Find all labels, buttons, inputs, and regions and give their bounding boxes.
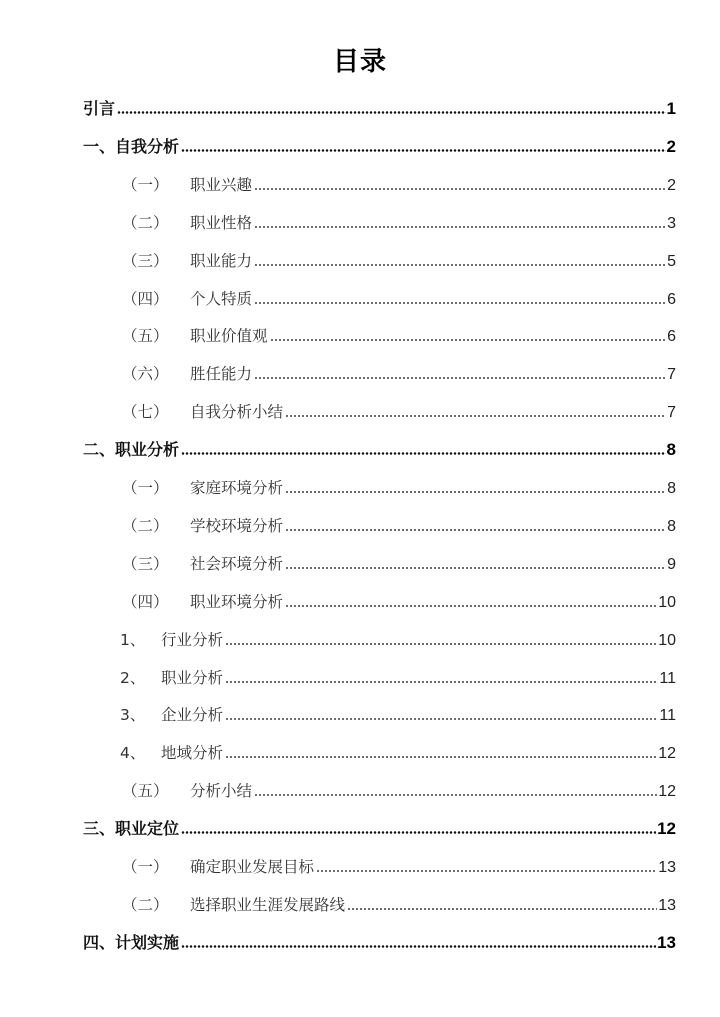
- dot-leader: [254, 188, 666, 190]
- toc-entry-page-number: 7: [667, 404, 676, 422]
- dot-leader: [181, 945, 656, 948]
- toc-entry-title: 自我分析小结: [190, 403, 284, 422]
- toc-entry-page-number: 13: [658, 896, 676, 914]
- toc-entry[interactable]: [122, 877, 676, 915]
- dot-leader: [270, 339, 667, 341]
- toc-entry-page-number: 1: [666, 99, 676, 118]
- toc-entry[interactable]: [122, 839, 676, 877]
- dot-leader: [117, 111, 666, 114]
- dot-leader: [225, 718, 658, 720]
- toc-entry-title: 职业环境分析: [190, 592, 284, 611]
- toc-entry-page-number: 7: [667, 366, 676, 384]
- toc-entry-number: （六）: [122, 365, 169, 384]
- toc-entry-number: （三）: [122, 554, 169, 573]
- toc-entry-page-number: 12: [658, 745, 676, 763]
- toc-entry-title: 职业分析: [161, 668, 224, 687]
- toc-entry[interactable]: [122, 574, 676, 612]
- toc-entry-number: （二）: [122, 895, 169, 914]
- toc-entry-title: 确定职业发展目标: [190, 858, 315, 876]
- toc-entry[interactable]: [120, 650, 676, 688]
- toc-entry-number: （五）: [122, 782, 169, 801]
- toc-entry[interactable]: [83, 801, 676, 839]
- toc-entry-title: 职业性格: [190, 213, 253, 232]
- toc-entry-title: 个人特质: [190, 289, 253, 308]
- dot-leader: [316, 870, 657, 872]
- toc-entry-title: 二、职业分析: [83, 440, 180, 460]
- toc-entry-page-number: 2: [666, 136, 676, 156]
- toc-entry[interactable]: [122, 195, 676, 233]
- dot-leader: [254, 377, 666, 379]
- toc-entry-title: 社会环境分析: [190, 554, 284, 573]
- toc-entry-title: 三、职业定位: [83, 819, 180, 839]
- toc-entry[interactable]: [83, 81, 676, 119]
- toc-entry[interactable]: [83, 119, 676, 157]
- dot-leader: [225, 756, 657, 758]
- toc-entry[interactable]: [122, 308, 676, 346]
- dot-leader: [285, 605, 657, 607]
- toc-entry[interactable]: [120, 725, 676, 763]
- toc-entry-number: （二）: [122, 516, 169, 535]
- toc-entry-number: 3、: [120, 706, 146, 725]
- toc-entry-number: （一）: [122, 175, 169, 194]
- toc-entry-page-number: 12: [657, 819, 676, 839]
- toc-entry-page-number: 13: [658, 859, 676, 876]
- dot-leader: [285, 491, 666, 493]
- dot-leader: [181, 149, 666, 152]
- toc-entry-page-number: 6: [667, 290, 676, 308]
- toc-entry-title: 引言: [83, 99, 116, 118]
- toc-entry[interactable]: [83, 915, 676, 953]
- toc-entry-page-number: 8: [666, 440, 676, 460]
- dot-leader: [254, 264, 666, 266]
- toc-entry-title: 职业兴趣: [190, 175, 253, 194]
- page-title: 目录: [332, 47, 387, 77]
- toc-entry[interactable]: [83, 422, 676, 460]
- toc-entry-number: （四）: [122, 289, 169, 308]
- toc-entry-number: （一）: [122, 479, 169, 497]
- toc-entry-page-number: 8: [667, 517, 676, 535]
- toc-entry[interactable]: [122, 271, 676, 309]
- toc-entry-title: 家庭环境分析: [190, 479, 284, 497]
- toc-entry-number: （一）: [122, 858, 169, 876]
- toc-entry-page-number: 11: [659, 707, 676, 725]
- toc-entry-number: 2、: [120, 668, 146, 687]
- toc-entry[interactable]: [122, 498, 676, 536]
- toc-entry[interactable]: [120, 612, 676, 650]
- dot-leader: [254, 794, 657, 796]
- toc-entry-page-number: 2: [667, 176, 676, 194]
- toc-entry[interactable]: [122, 763, 676, 801]
- toc-entry-title: 职业价值观: [190, 327, 268, 346]
- toc-entry-page-number: 13: [657, 932, 676, 952]
- toc-entry-page-number: 6: [667, 328, 676, 346]
- toc-entry-page-number: 10: [658, 593, 676, 611]
- toc-entry[interactable]: [122, 460, 676, 498]
- dot-leader: [254, 302, 666, 304]
- toc-entry-title: 分析小结: [190, 782, 253, 801]
- dot-leader: [181, 452, 666, 455]
- toc-entry-title: 职业能力: [190, 251, 253, 270]
- toc-entry-page-number: 5: [667, 252, 676, 270]
- toc-entry-page-number: 3: [667, 214, 676, 232]
- dot-leader: [285, 415, 666, 417]
- toc-entry-number: （七）: [122, 403, 169, 422]
- dot-leader: [347, 908, 657, 910]
- toc-entry[interactable]: [122, 157, 676, 195]
- toc-entry[interactable]: [122, 346, 676, 384]
- toc-entry[interactable]: [122, 233, 676, 271]
- toc-entry-title: 胜任能力: [190, 365, 253, 384]
- toc-entry-page-number: 10: [658, 631, 676, 649]
- toc-entry-number: 4、: [120, 744, 146, 763]
- toc-entry-number: （四）: [122, 592, 169, 611]
- toc-entry[interactable]: [120, 687, 676, 725]
- toc-entry-title: 学校环境分析: [190, 516, 284, 535]
- dot-leader: [225, 643, 657, 645]
- toc-entry[interactable]: [122, 384, 676, 422]
- dot-leader: [181, 831, 656, 834]
- dot-leader: [225, 681, 658, 683]
- toc-entry-page-number: 9: [667, 555, 676, 573]
- toc-entry-title: 选择职业生涯发展路线: [190, 895, 346, 914]
- toc-entry-page-number: 12: [658, 783, 676, 801]
- dot-leader: [285, 529, 666, 531]
- toc-entry-title: 四、计划实施: [83, 932, 180, 952]
- toc-entry-title: 地域分析: [161, 744, 224, 763]
- toc-entry-number: （三）: [122, 251, 169, 270]
- toc-entry-number: （二）: [122, 213, 169, 232]
- toc-entry-title: 行业分析: [161, 630, 224, 649]
- toc-entry-title: 企业分析: [161, 706, 224, 725]
- toc-entry[interactable]: [122, 536, 676, 574]
- toc-entry-number: 1、: [120, 630, 146, 649]
- toc-entry-title: 一、自我分析: [83, 136, 180, 156]
- toc-entry-page-number: 8: [667, 480, 676, 497]
- dot-leader: [285, 567, 666, 569]
- dot-leader: [254, 226, 666, 228]
- toc-entry-number: （五）: [122, 327, 169, 346]
- toc-entry-page-number: 11: [659, 669, 676, 687]
